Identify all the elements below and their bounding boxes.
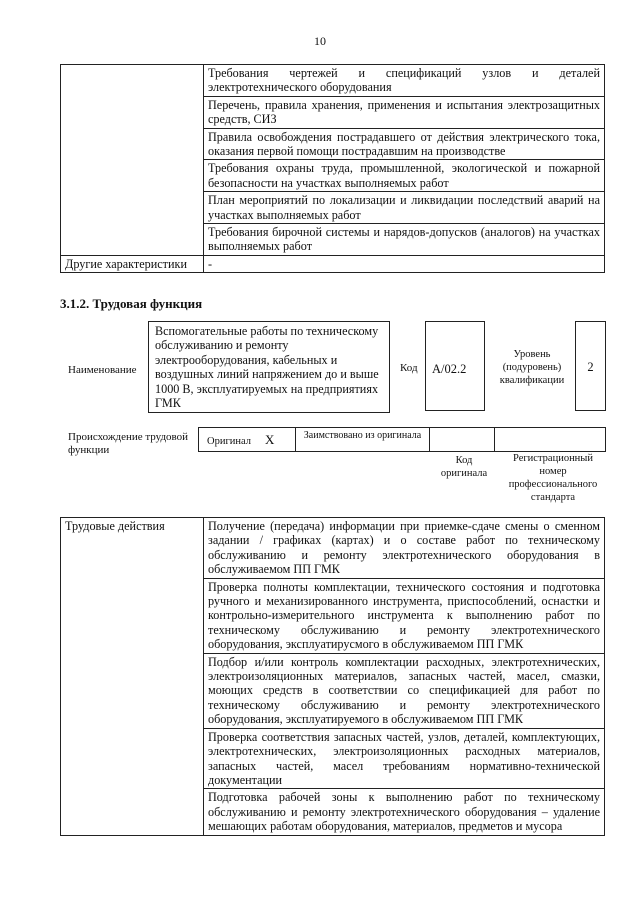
knowledge-row: Требования чертежей и спецификаций узлов и деталей электротехнического оборудования [204,65,605,97]
reg-number-caption: Регистрационный номер профессионального стандарта [508,453,598,503]
origin-label: Происхождение трудовой функции [68,431,189,456]
other-characteristics-value: - [204,255,605,272]
reg-number-cell [494,427,606,452]
level-label: Уровень (подуровень) квалификации [499,349,565,386]
knowledge-row: Перечень, правила хранения, применения и испытания электрозащитных средств, СИЗ [204,96,605,128]
labor-actions-table [60,517,605,836]
other-characteristics-label: Другие характеристики [61,255,204,272]
labor-action-row: Получение (передача) информации при приемке-сдаче смены о сменном задании / графиках (картах) и о составе работ по техническому обслуживанию и ремонту электротехнического оборудования в обслуживаемом ПП ГМК [204,518,605,579]
original-code-caption: Код оригинала [440,455,488,479]
original-code-cell [429,427,495,452]
labor-action-row: Подготовка рабочей зоны к выполнению работ по техническому обслуживанию и ремонту электротехнического оборудования – удаление мешающих работам оборудования, материалов, предметов и мусора [204,789,605,835]
function-code-box: А/02.2 [425,321,485,411]
function-name-box: Вспомогательные работы по техническому обслуживанию и ремонту электрооборудования, кабельных и воздушных линий напряжением до и выше 1000 В, эксплуатируемых на предприятиях ГМК [148,321,390,413]
labor-action-row: Подбор и/или контроль комплектации расходных, электротехнических, электроизоляционных материалов, запасных частей, масел, смазки, моющих средств в соответствии со спецификацией для работ по техническому обслуживанию и ремонту электротехнического оборудования, эксплуатируемого в обслуживаемом ПП ГМК [204,653,605,728]
code-label: Код [400,362,418,374]
labor-action-row: Проверка соответствия запасных частей, узлов, деталей, комплектующих, электротехнических, электроизоляционных расходных материалов, запасных частей, масел требованиям нормативно-технической документации [204,728,605,789]
knowledge-row: Требования бирочной системы и нарядов-допусков (аналогов) на участках выполняемых работ [204,224,605,256]
borrowed-cell: Заимствовано из оригинала [295,427,430,452]
knowledge-row: План мероприятий по локализации и ликвидации последствий аварий на участках выполняемых работ [204,192,605,224]
knowledge-row: Правила освобождения пострадавшего от действия электрического тока, оказания первой помощи пострадавшим на производстве [204,128,605,160]
labor-actions-label: Трудовые действия [61,518,204,836]
original-label: Оригинал [207,436,251,447]
name-label: Наименование [68,364,137,376]
page-number: 10 [314,34,326,48]
original-mark: X [265,432,275,447]
original-cell [198,427,296,452]
section-heading: 3.1.2. Трудовая функция [60,296,203,311]
level-value-box: 2 [575,321,606,411]
knowledge-table [60,64,605,273]
knowledge-row: Требования охраны труда, промышленной, экологической и пожарной безопасности на участках выполняемых работ [204,160,605,192]
labor-action-row: Проверка полноты комплектации, технического состояния и подготовка ручного и механизированного инструмента, приспособлений, оснастки и контрольно-измерительного инструмента к выполнению работ по техническому обслуживанию и ремонту электротехнического оборудования, эксплуатирусмого в обслуживаемом ПП ГМК [204,578,605,653]
knowledge-label-cell [61,65,204,256]
